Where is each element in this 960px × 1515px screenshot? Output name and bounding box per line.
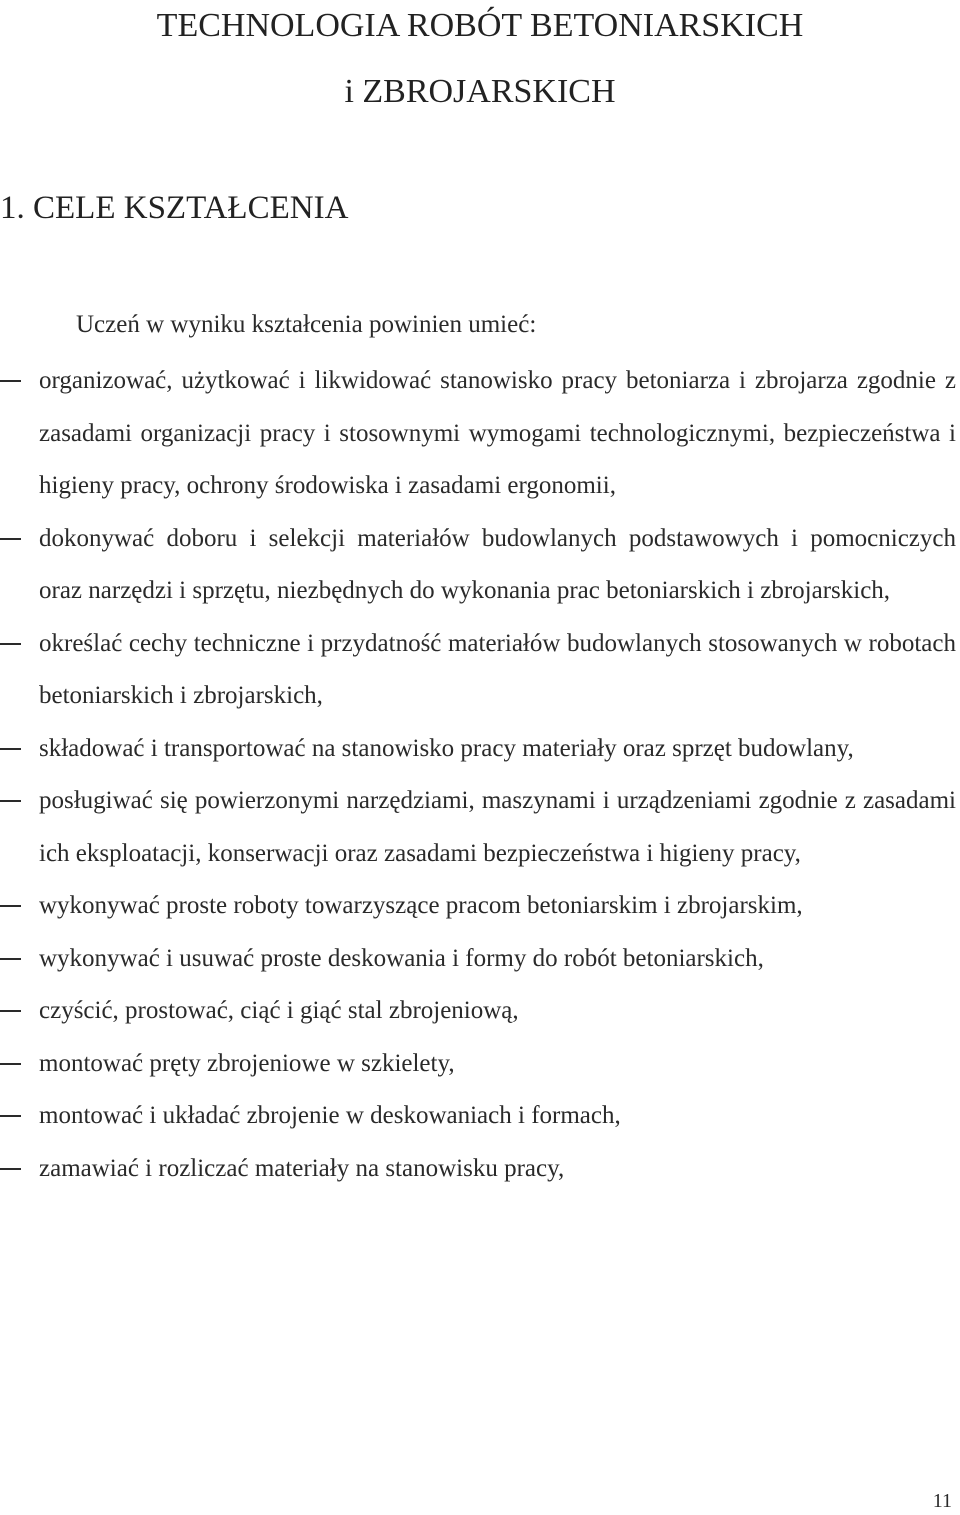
objective-text: składować i transportować na stanowisko pracy materiały oraz sprzęt budowlany, <box>39 734 854 762</box>
dash-bullet-icon <box>0 643 21 645</box>
objective-item <box>0 775 960 880</box>
objective-text: zamawiać i rozliczać materiały na stanowisku pracy, <box>39 1154 565 1182</box>
objective-text: wykonywać proste roboty towarzyszące pracom betoniarskim i zbrojarskim, <box>39 892 803 919</box>
dash-bullet-icon <box>0 748 21 750</box>
document-title-line-1: TECHNOLOGIA ROBÓT BETONIARSKICH <box>156 7 804 44</box>
dash-bullet-icon <box>0 905 21 907</box>
objective-item <box>0 1038 960 1091</box>
objective-text: montować i układać zbrojenie w deskowaniach i formach, <box>39 1102 621 1129</box>
objective-text: wykonywać i usuwać proste deskowania i formy do robót betoniarskich, <box>39 944 764 972</box>
objective-item <box>0 723 960 776</box>
objective-text: określać cechy techniczne i przydatność materiałów budowlanych stosowanych w robotach betoniarskich i zbrojarskich, <box>39 629 956 709</box>
dash-bullet-icon <box>0 1063 21 1065</box>
objective-item <box>0 355 960 513</box>
objective-item <box>0 880 960 933</box>
objective-item <box>0 985 960 1038</box>
objective-item <box>0 1143 960 1196</box>
objective-text: posługiwać się powierzonymi narzędziami, maszynami i urządzeniami zgodnie z zasadami ich eksploatacji, konserwacji oraz zasadami bezpieczeństwa i higieny pracy, <box>39 787 956 867</box>
dash-bullet-icon <box>0 958 21 960</box>
dash-bullet-icon <box>0 1010 21 1012</box>
dash-bullet-icon <box>0 538 21 540</box>
document-title-line-2: i ZBROJARSKICH <box>344 73 616 110</box>
dash-bullet-icon <box>0 1115 21 1117</box>
dash-bullet-icon <box>0 800 21 802</box>
dash-bullet-icon <box>0 1168 21 1170</box>
objective-item <box>0 1090 960 1143</box>
intro-text: Uczeń w wyniku kształcenia powinien umieć: <box>76 311 537 338</box>
objective-item <box>0 513 960 618</box>
objectives-list <box>0 355 960 1195</box>
section-heading: 1. CELE KSZTAŁCENIA <box>0 190 349 226</box>
objective-text: czyścić, prostować, ciąć i giąć stal zbrojeniową, <box>39 997 519 1024</box>
objective-text: montować pręty zbrojeniowe w szkielety, <box>39 1049 455 1077</box>
objective-text: dokonywać doboru i selekcji materiałów budowlanych podstawowych i pomocniczych oraz narzędzi i sprzętu, niezbędnych do wykonania prac betoniarskich i zbrojarskich, <box>39 524 956 604</box>
page-number: 11 <box>932 1490 952 1512</box>
objective-item <box>0 933 960 986</box>
objective-text: organizować, użytkować i likwidować stanowisko pracy betoniarza i zbrojarza zgodnie z zasadami organizacji pracy i stosownymi wymogami technologicznymi, bezpieczeństwa i higieny pracy, ochrony środowiska i zasadami ergonomii, <box>39 367 956 499</box>
objective-item <box>0 618 960 723</box>
dash-bullet-icon <box>0 380 21 382</box>
